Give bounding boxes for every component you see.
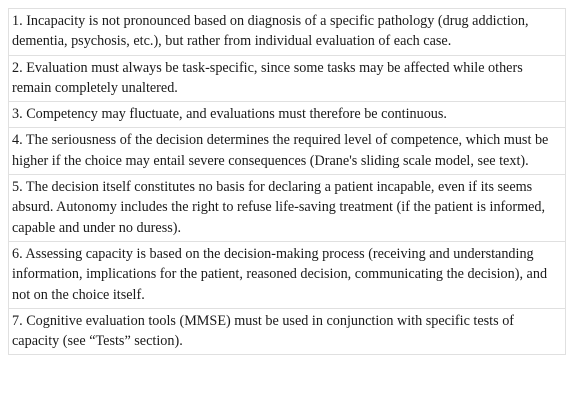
table-row bbox=[9, 102, 566, 128]
principles-table bbox=[8, 8, 566, 355]
table-row bbox=[9, 9, 566, 56]
table-row bbox=[9, 241, 566, 308]
table-row bbox=[9, 55, 566, 102]
principle-5-text: 5. The decision itself constitutes no basis for declaring a patient incapable, even if its seems absurd. Autonomy includes the right to refuse life-saving treatment (if the patient is informed, capable and under no duress). bbox=[9, 175, 566, 242]
table-row bbox=[9, 308, 566, 355]
table-row bbox=[9, 175, 566, 242]
principle-2-text: 2. Evaluation must always be task-specific, since some tasks may be affected while others remain completely unaltered. bbox=[9, 55, 566, 102]
principle-3-text: 3. Competency may fluctuate, and evaluations must therefore be continuous. bbox=[9, 102, 566, 128]
principle-6-text: 6. Assessing capacity is based on the decision-making process (receiving and understanding information, implications for the patient, reasoned decision, communicating the decision), and not on the choice itself. bbox=[9, 241, 566, 308]
table-row bbox=[9, 128, 566, 175]
principle-1-text: 1. Incapacity is not pronounced based on diagnosis of a specific pathology (drug addiction, dementia, psychosis, etc.), but rather from individual evaluation of each case. bbox=[9, 9, 566, 56]
principle-4-text: 4. The seriousness of the decision determines the required level of competence, which must be higher if the choice may entail severe consequences (Drane's sliding scale model, see text). bbox=[9, 128, 566, 175]
principle-7-text: 7. Cognitive evaluation tools (MMSE) must be used in conjunction with specific tests of capacity (see “Tests” section). bbox=[9, 308, 566, 355]
